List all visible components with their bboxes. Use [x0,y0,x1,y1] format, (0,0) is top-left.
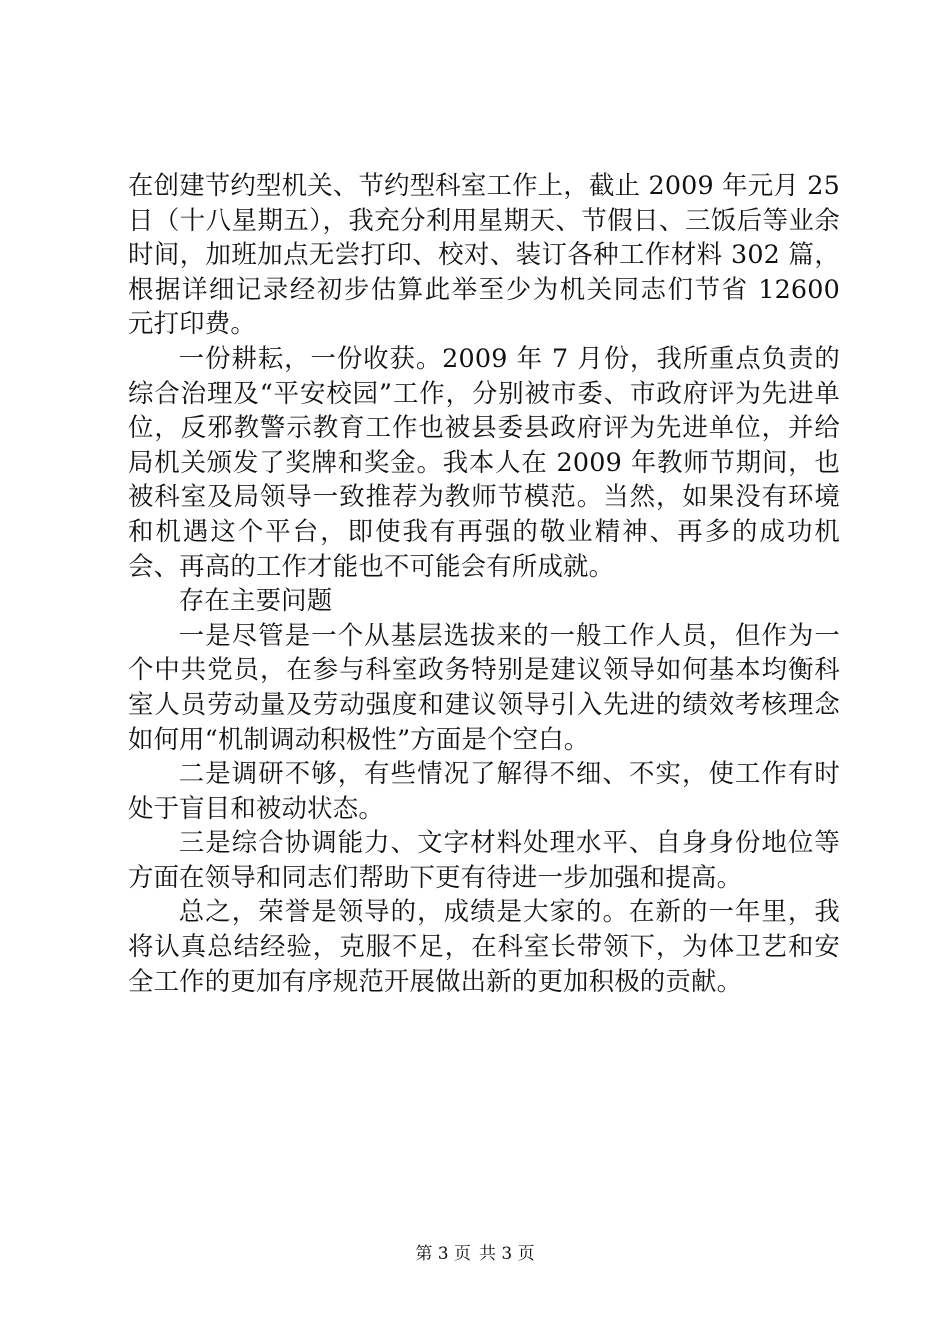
paragraph-conclusion: 总之，荣誉是领导的，成绩是大家的。在新的一年里，我将认真总结经验，克服不足，在科室长带领下，为体卫艺和安全工作的更加有序规范开展做出新的更加积极的贡献。 [128,896,840,996]
paragraph-problem-two: 二是调研不够，有些情况了解得不细、不实，使工作有时处于盲目和被动状态。 [128,758,840,823]
section-heading-problems: 存在主要问题 [178,585,333,616]
paragraph-problem-one: 一是尽管是一个从基层选拔来的一般工作人员，但作为一个中共党员，在参与科室政务特别是建议领导如何基本均衡科室人员劳动量及劳动强度和建议领导引入先进的绩效考核理念如何用“机制调动积极性”方面是个空白。 [128,619,840,754]
document-body [128,168,840,998]
paragraph-savings: 在创建节约型机关、节约型科室工作上，截止 2009 年元月 25 日（十八星期五），我充分利用星期天、节假日、三饭后等业余时间，加班加点无尝打印、校对、装订各种工作材料 302 篇，根据详细记录经初步估算此举至少为机关同志们节省 12600 元打印费。 [128,170,840,339]
paragraph-achievements: 一份耕耘，一份收获。2009 年 7 月份，我所重点负责的综合治理及“平安校园”工作，分别被市委、市政府评为先进单位，反邪教警示教育工作也被县委县政府评为先进单位，并给局机关颁发了奖牌和奖金。我本人在 2009 年教师节期间，也被科室及局领导一致推荐为教师节模范。当然，如果没有环境和机遇这个平台，即使我有再强的敬业精神、再多的成功机会、再高的工作才能也不可能会有所成就。 [128,342,840,581]
page-footer [0,1243,950,1265]
page-total: 共 3 页 [479,1244,535,1264]
page-number: 第 3 页 [415,1244,471,1264]
paragraph-problem-three: 三是综合协调能力、文字材料处理水平、自身身份地位等方面在领导和同志们帮助下更有待进一步加强和提高。 [128,827,840,892]
